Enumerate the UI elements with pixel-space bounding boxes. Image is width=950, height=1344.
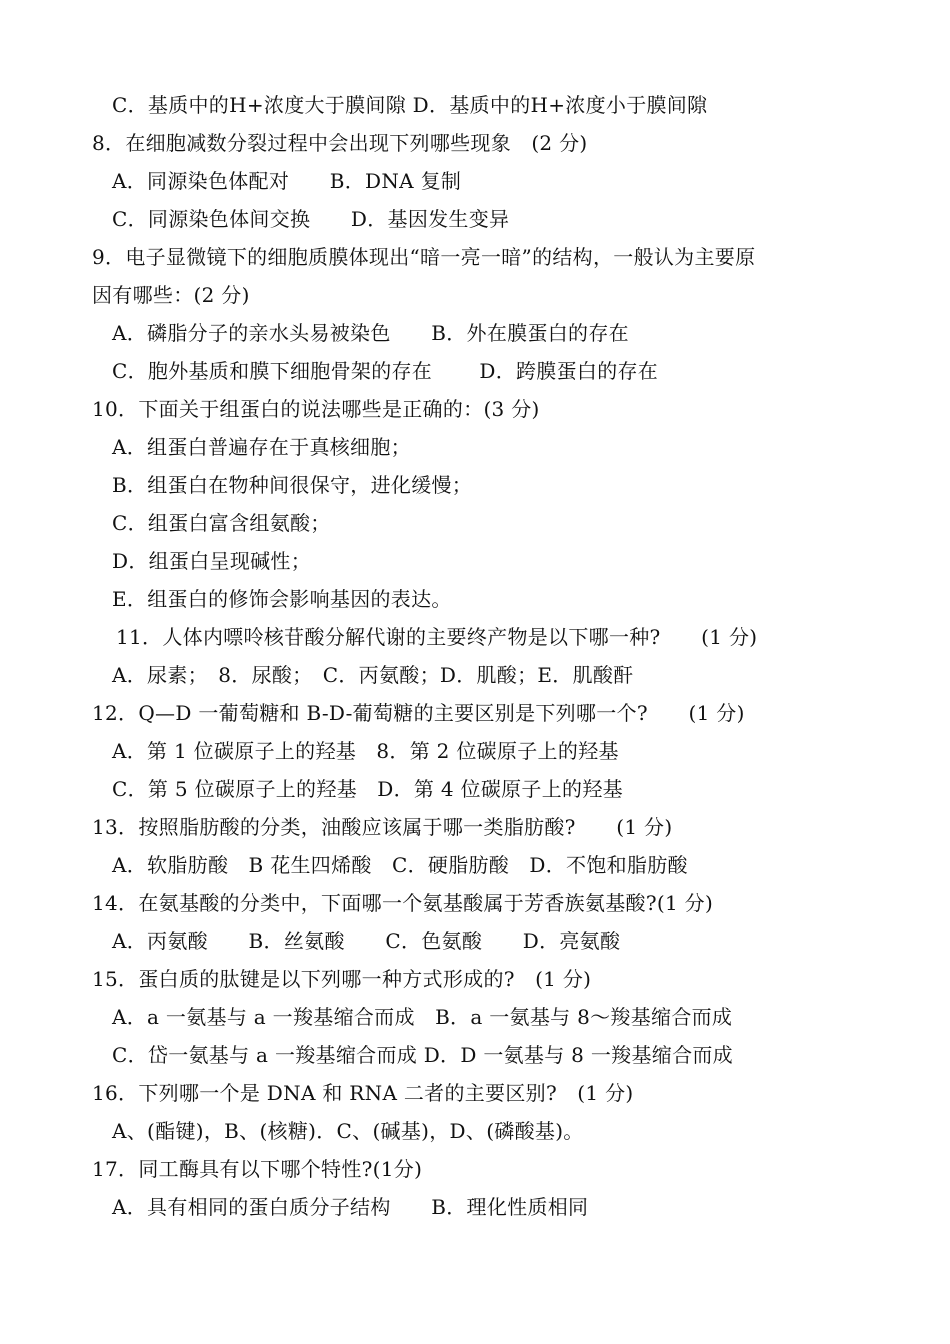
q15-question: 15．蛋白质的肽键是以下列哪一种方式形成的? (1 分) [92,967,592,991]
q14-question: 14．在氨基酸的分类中，下面哪一个氨基酸属于芳香族氨基酸?(1 分) [92,891,714,915]
q13-question: 13．按照脂肪酸的分类，油酸应该属于哪一类脂肪酸? (1 分) [92,815,673,839]
q10-option-b: B．组蛋白在物种间很保守，进化缓慢； [112,473,473,497]
q10-option-c: C．组蛋白富含组氨酸； [112,511,331,535]
q15-options-cd: C．岱一氨基与 a 一羧基缩合而成 D．D 一氨基与 8 一羧基缩合而成 [112,1043,733,1067]
q9-question: 9．电子显微镜下的细胞质膜体现出“暗一亮一暗”的结构，一般认为主要原 [92,245,756,269]
q7-options-cd: C．基质中的H+浓度大于膜间隙 D．基质中的H+浓度小于膜间隙 [112,93,708,117]
q8-question: 8．在细胞减数分裂过程中会出现下列哪些现象 (2 分) [92,131,588,155]
q16-options: A、(酯键)，B、(核糖)．C、(碱基)，D、(磷酸基)。 [112,1119,584,1143]
q10-option-e: E．组蛋白的修饰会影响基因的表达。 [112,587,452,611]
q16-question: 16．下列哪一个是 DNA 和 RNA 二者的主要区别? (1 分) [92,1081,634,1105]
q15-options-ab: A．a 一氨基与 a 一羧基缩合而成 B．a 一氨基与 8～羧基缩合而成 [112,1005,733,1029]
q9-options-cd: C．胞外基质和膜下细胞骨架的存在 D．跨膜蛋白的存在 [112,359,659,383]
q10-question: 10．下面关于组蛋白的说法哪些是正确的：(3 分) [92,397,540,421]
q12-question: 12．Q—D 一葡萄糖和 B-D-葡萄糖的主要区别是下列哪一个? (1 分) [92,701,745,725]
q14-options: A．丙氨酸 B．丝氨酸 C．色氨酸 D．亮氨酸 [112,929,621,953]
q8-options-cd: C．同源染色体间交换 D．基因发生变异 [112,207,510,231]
q17-options-ab: A．具有相同的蛋白质分子结构 B．理化性质相同 [112,1195,589,1219]
q10-option-d: D．组蛋白呈现碱性； [112,549,312,573]
q13-options: A．软脂肪酸 B 花生四烯酸 C．硬脂肪酸 D．不饱和脂肪酸 [112,853,688,877]
q12-options-cd: C．第 5 位碳原子上的羟基 D．第 4 位碳原子上的羟基 [112,777,623,801]
q10-option-a: A．组蛋白普遍存在于真核细胞； [112,435,411,459]
q11-options: A．尿素； 8．尿酸； C．丙氨酸；D．肌酸；E．肌酸酐 [112,663,634,687]
q11-question: 11．人体内嘌呤核苷酸分解代谢的主要终产物是以下哪一种? (1 分) [116,625,758,649]
q12-options-ab: A．第 1 位碳原子上的羟基 8．第 2 位碳原子上的羟基 [112,739,619,763]
q9-question-cont: 因有哪些：(2 分) [92,283,250,307]
q8-options-ab: A．同源染色体配对 B．DNA 复制 [112,169,462,193]
q17-question: 17．同工酶具有以下哪个特性?(1分) [92,1157,423,1181]
q9-options-ab: A．磷脂分子的亲水头易被染色 B．外在膜蛋白的存在 [112,321,629,345]
